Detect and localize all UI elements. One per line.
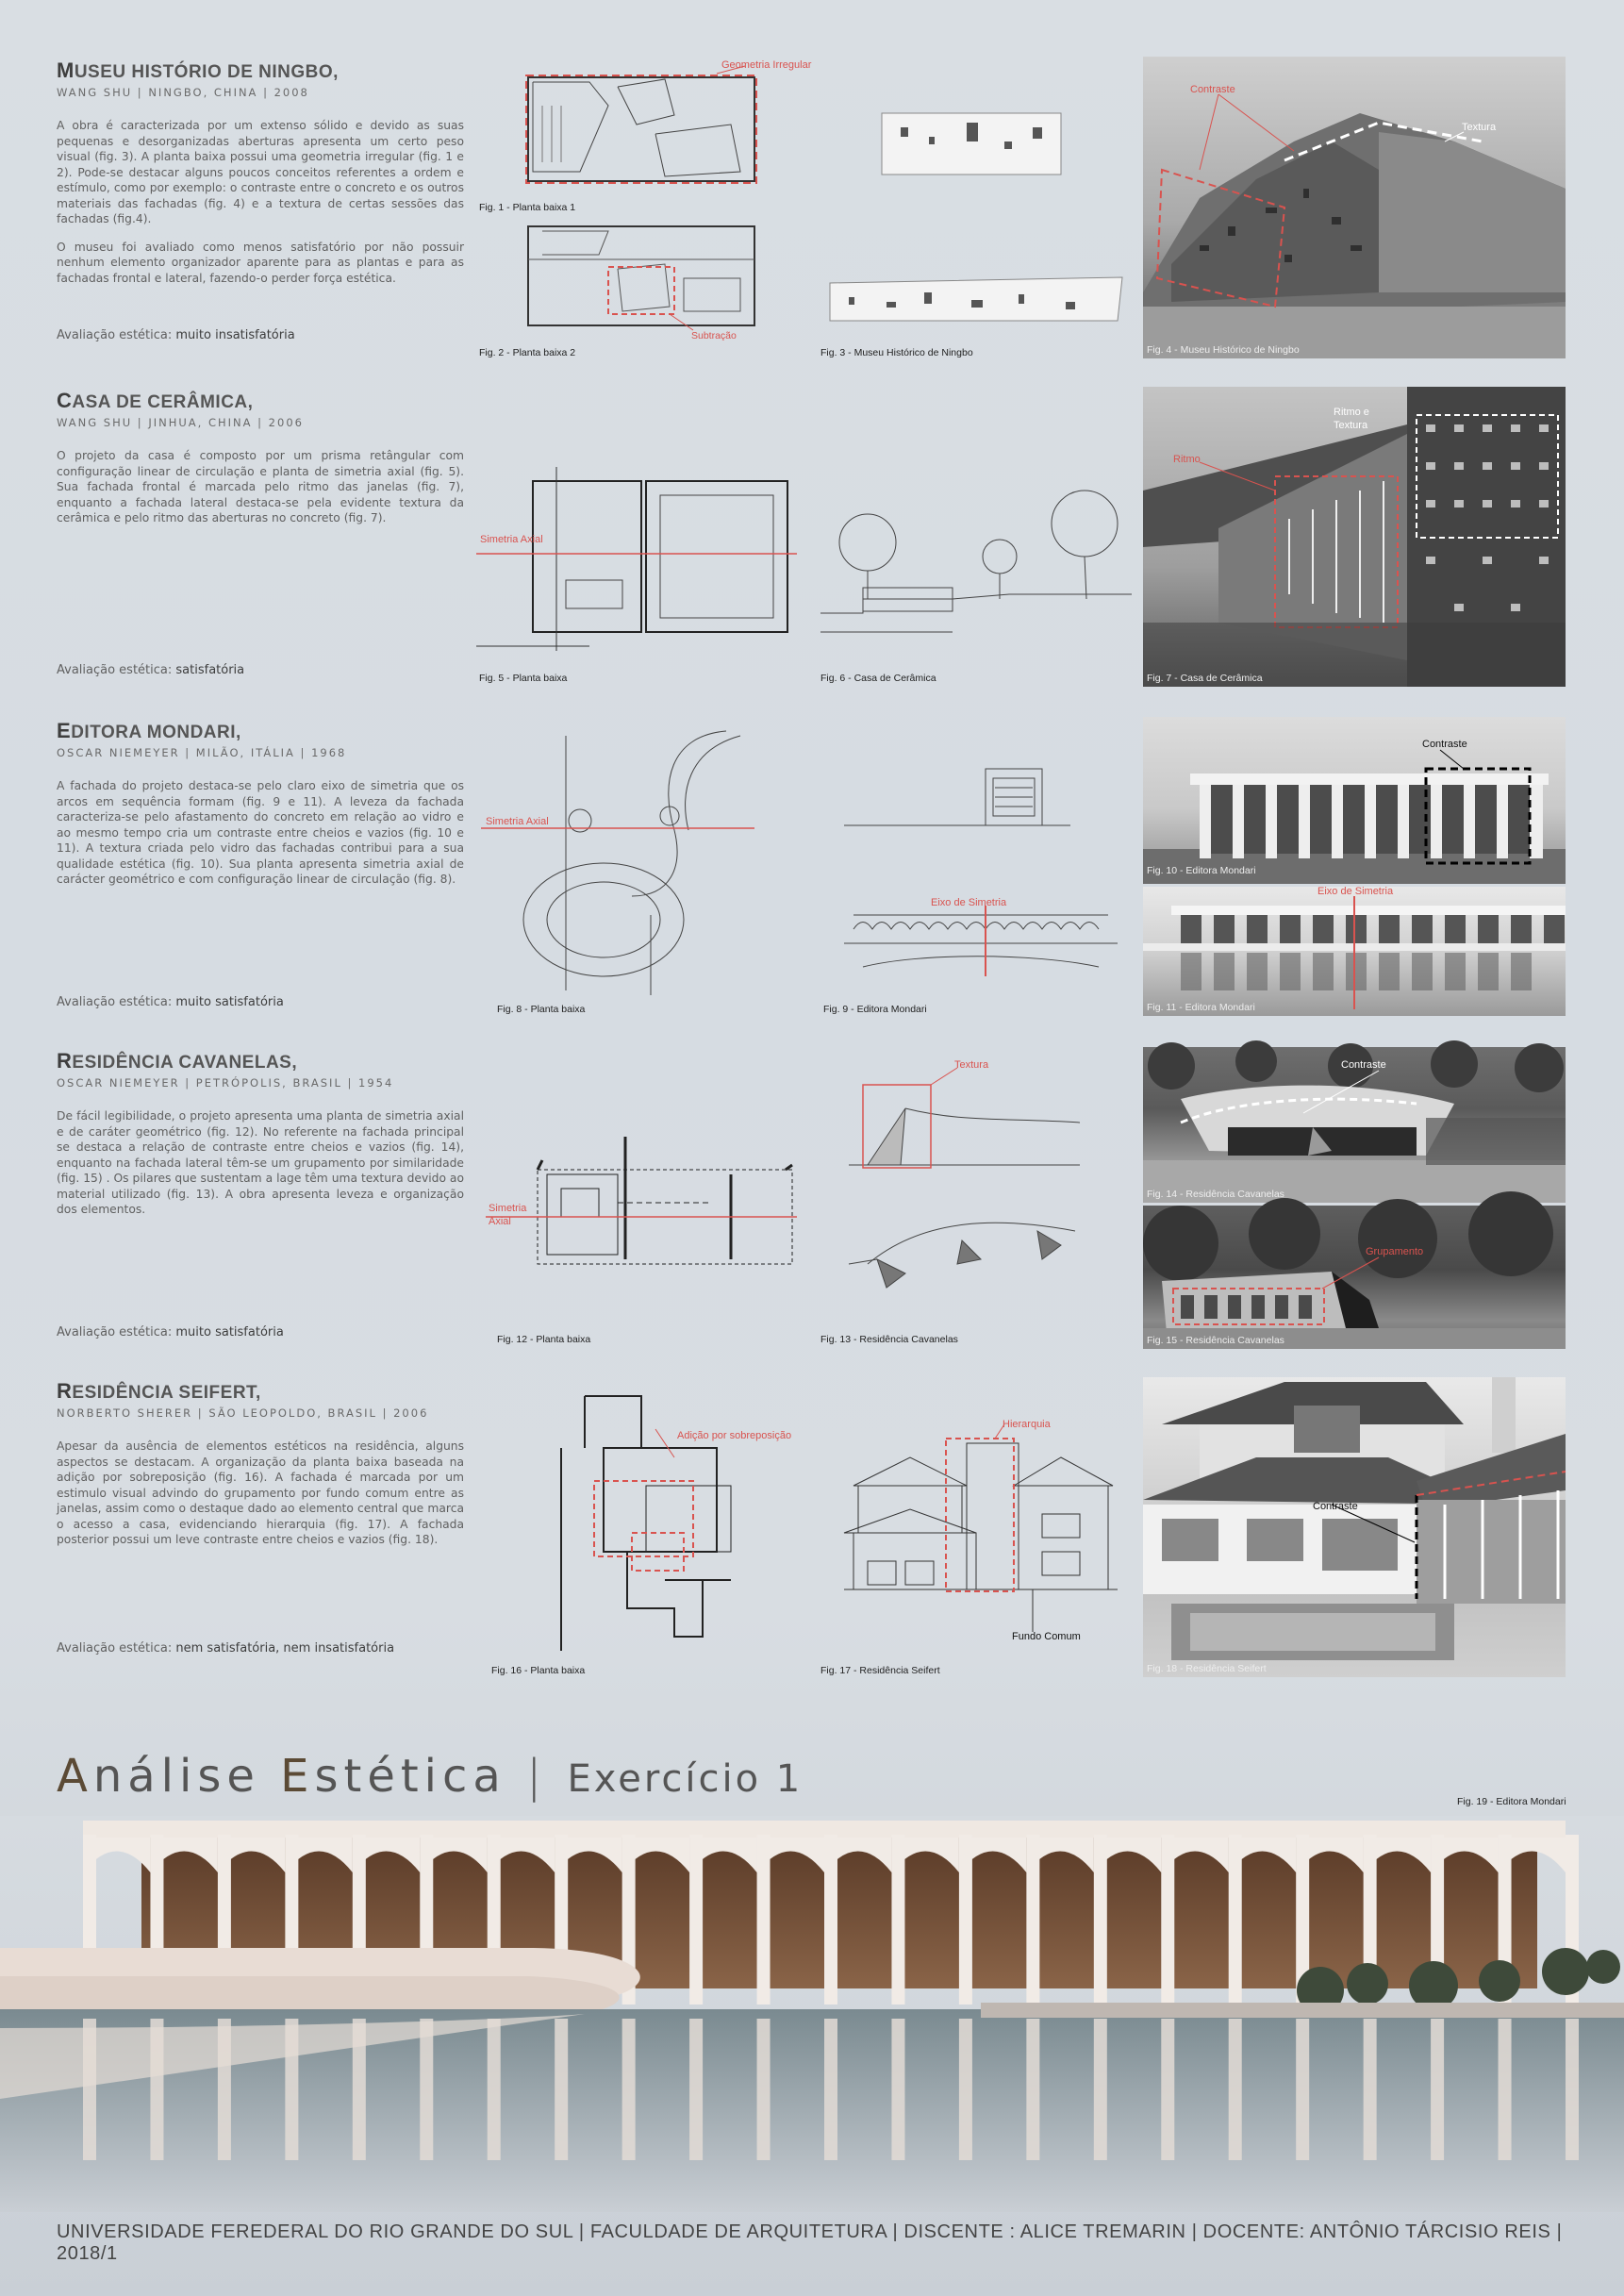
fig12-floor-plan [486, 1132, 802, 1283]
caption: Fig. 11 - Editora Mondari [1147, 1002, 1255, 1013]
paragraph: O projeto da casa é composto por um prisma retângular com configuração linear de circulação e planta de simetria axial (fig. 5). Sua fachada frontal é marcada pelo ritmo das janelas (fig. 7), enquanto a fachada lateral destaca-se pela evidente textura da cerâmica e pelo ritmo das aberturas no concreto (fig. 7). [57, 449, 464, 524]
text-column [57, 1379, 464, 1560]
label-contraste: Contraste [1422, 739, 1467, 750]
fig5-floor-plan [476, 467, 797, 665]
text-column [57, 58, 464, 298]
fig19-hero-photo-mondari [0, 1816, 1624, 2212]
svg-text:Axial: Axial [489, 1216, 511, 1227]
label-simetria-axial: Simetria Axial [486, 816, 549, 827]
caption: Fig. 15 - Residência Cavanelas [1147, 1335, 1284, 1346]
label-contraste: Contraste [1190, 84, 1235, 95]
label-geometria: Geometria Irregular [721, 59, 812, 71]
section-title: EDITORA MONDARI, [57, 719, 241, 742]
paragraph: De fácil legibilidade, o projeto apresenta uma planta de simetria axial e de caráter geométrico (fig. 12). No referente na fachada principal se destaca a relação de contraste entre cheios e vazios (fig. 14), enquanto na fachada lateral têm-se um grupamento por similaridade (fig. 15) . Os pilares que sustentam a lage têm uma textura devido ao material utilizado (fig. 13). A obra apresenta leveza e organização dos elementos. [57, 1109, 464, 1216]
section-subtitle: OSCAR NIEMEYER | PETRÓPOLIS, BRASIL | 1954 [57, 1076, 394, 1090]
text-column [57, 719, 464, 900]
caption: Fig. 17 - Residência Seifert [820, 1665, 940, 1676]
label-grupamento: Grupamento [1366, 1246, 1424, 1257]
fig9-elevations [844, 764, 1118, 1000]
section-body [57, 118, 464, 286]
caption: Fig. 7 - Casa de Cerâmica [1147, 673, 1263, 684]
caption: Fig. 19 - Editora Mondari [1457, 1796, 1566, 1807]
section-title: RESIDÊNCIA SEIFERT, [57, 1379, 261, 1403]
label-fundo-comum: Fundo Comum [1012, 1631, 1081, 1642]
label-subtracao: Subtração [691, 330, 737, 341]
section-title: CASA DE CERÂMICA, [57, 389, 254, 412]
fig11-photo-mondari [1143, 887, 1566, 1016]
fig3-elevation-top [882, 108, 1061, 179]
section-title: MUSEU HISTÓRIO DE NINGBO, [57, 58, 339, 82]
caption: Fig. 6 - Casa de Cerâmica [820, 673, 936, 684]
label-simetria-axial: Simetria Axial [480, 534, 543, 545]
section-subtitle: NORBERTO SHERER | SÃO LEOPOLDO, BRASIL | 2006 [57, 1406, 429, 1420]
caption: Fig. 18 - Residência Seifert [1147, 1663, 1267, 1674]
fig16-floor-plan [552, 1391, 792, 1655]
label-eixo-simetria: Eixo de Simetria [931, 897, 1007, 908]
text-column [57, 389, 464, 539]
caption: Fig. 4 - Museu Histórico de Ningbo [1147, 344, 1300, 356]
aesthetic-rating: Avaliação estética: muito insatisfatória [57, 328, 295, 342]
caption: Fig. 3 - Museu Histórico de Ningbo [820, 347, 973, 358]
label-adicao: Adição por sobreposição [677, 1430, 792, 1441]
caption: Fig. 5 - Planta baixa [479, 673, 568, 684]
fig18-photo-seifert [1143, 1377, 1566, 1677]
aesthetic-rating: Avaliação estética: satisfatória [57, 663, 245, 677]
caption: Fig. 16 - Planta baixa [491, 1665, 586, 1676]
section-subtitle: WANG SHU | NINGBO, CHINA | 2008 [57, 86, 309, 99]
section-subtitle: OSCAR NIEMEYER | MILÃO, ITÁLIA | 1968 [57, 746, 347, 759]
caption: Fig. 13 - Residência Cavanelas [820, 1334, 958, 1345]
aesthetic-rating: Avaliação estética: muito satisfatória [57, 995, 284, 1009]
aesthetic-rating: Avaliação estética: muito satisfatória [57, 1325, 284, 1339]
fig4-photo-ningbo [1143, 57, 1566, 358]
fig13-section-drawings [849, 1056, 1085, 1297]
caption: Fig. 14 - Residência Cavanelas [1147, 1189, 1284, 1200]
fig6-section-drawing [820, 476, 1132, 637]
fig7-photo-casa-ceramica [1143, 387, 1566, 687]
fig2-floor-plan [523, 222, 759, 335]
poster-title: Análise Estética | Exercício 1 [57, 1750, 804, 1803]
caption: Fig. 12 - Planta baixa [497, 1334, 591, 1345]
label-contraste: Contraste [1341, 1059, 1386, 1071]
label-eixo-simetria: Eixo de Simetria [1317, 886, 1394, 897]
footer-credits: UNIVERSIDADE FEREDERAL DO RIO GRANDE DO SUL | FACULDADE DE ARQUITETURA | DISCENTE : ALICE TREMARIN | DOCENTE: ANTÔNIO TÁRCISIO REIS | 2018/1 [57, 2221, 1563, 2264]
label-textura: Textura [1462, 122, 1497, 133]
fig1-label-line [717, 57, 830, 75]
section-title: RESIDÊNCIA CAVANELAS, [57, 1049, 298, 1073]
caption: Fig. 8 - Planta baixa [497, 1004, 586, 1015]
label-hierarquia: Hierarquia [1003, 1419, 1051, 1430]
svg-text:Textura: Textura [1334, 420, 1368, 431]
label-ritmo-textura: Ritmo e [1334, 407, 1369, 418]
fig17-elevation [844, 1420, 1118, 1641]
section-body [57, 778, 464, 888]
fig15-photo-cavanelas [1143, 1206, 1566, 1349]
section-body [57, 1108, 464, 1218]
section-subtitle: WANG SHU | JINHUA, CHINA | 2006 [57, 416, 304, 429]
fig3-elevation-bottom [830, 274, 1122, 325]
label-simetria: Simetria [489, 1203, 527, 1214]
paragraph: O museu foi avaliado como menos satisfatório por não possuir nenhum elemento organizador aparente para as plantas e para as fachadas frontal e lateral, fazendo-o perder força estética. [57, 240, 464, 285]
fig14-photo-cavanelas [1143, 1047, 1566, 1203]
fig10-photo-mondari [1143, 717, 1566, 884]
paragraph: A fachada do projeto destaca-se pelo claro eixo de simetria que os arcos em sequência formam (fig. 9 e 11). A leveza da fachada caracteriza-se pelo afastamento do concreto em relação ao vidro e ao mesmo tempo cria um contraste entre cheios e vazios (fig. 10 e 11). A textura criada pelo vidro das fachadas contribui para a sua qualidade estética (fig. 10). Sua planta apresenta simetria axial de carácter geométrico e com configuração linear de circulação (fig. 8). [57, 779, 464, 886]
paragraph: Apesar da ausência de elementos estéticos na residência, alguns aspectos se destacam. A organização da planta baixa baseada na adição por sobreposição (fig. 16). A fachada é marcada por um estimulo visual advindo do grupamento por fundo comum entre as janelas, assim como o destaque dado ao elemento central que marca o acesso a casa, evidenciando hierarquia (fig. 17). A fachada posterior possui um leve contraste entre cheios e vazios (fig. 18). [57, 1439, 464, 1546]
fig1-floor-plan [523, 59, 812, 191]
caption: Fig. 9 - Editora Mondari [823, 1004, 927, 1015]
aesthetic-rating: Avaliação estética: nem satisfatória, nem insatisfatória [57, 1641, 395, 1655]
label-ritmo: Ritmo [1173, 454, 1201, 465]
section-body [57, 448, 464, 526]
text-column [57, 1049, 464, 1230]
caption: Fig. 2 - Planta baixa 2 [479, 347, 576, 358]
paragraph: A obra é caracterizada por um extenso sólido e devido as suas pequenas e desorganizadas aberturas apresenta um certo peso visual (fig. 3). A planta baixa possui uma geometria irregular (fig. 1 e 2). Pode-se destacar alguns poucos conceitos referentes a ordem e estímulo, como por exemplo: o contraste entre o concreto e os outros materiais das fachadas (fig. 4) e a textura de certas sessões das fachadas (fig.4). [57, 119, 464, 225]
label-contraste: Contraste [1313, 1501, 1358, 1512]
caption: Fig. 10 - Editora Mondari [1147, 865, 1256, 876]
fig8-floor-plan [481, 726, 754, 1000]
label-textura: Textura [954, 1059, 989, 1071]
caption: Fig. 1 - Planta baixa 1 [479, 202, 576, 213]
section-body [57, 1439, 464, 1548]
